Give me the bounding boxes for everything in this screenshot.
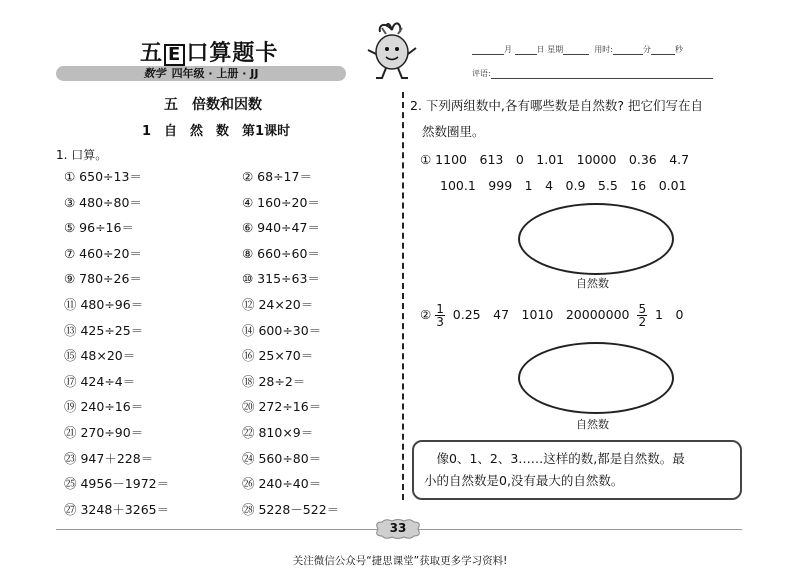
group-1-line1: ① 1100 613 0 1.01 10000 0.36 4.7 <box>420 152 690 167</box>
month-blank[interactable] <box>472 45 504 55</box>
group-2-numbers: 0.25 47 1010 20000000 <box>452 307 630 322</box>
tip-line-2: 小的自然数是0,没有最大的自然数。 <box>424 473 624 488</box>
natural-number-oval-2[interactable] <box>518 342 674 414</box>
seconds-blank[interactable] <box>651 45 675 55</box>
footer-text: 关注微信公众号“捷思课堂”获取更多学习资料! <box>292 555 508 567</box>
group-2-marker: ② <box>420 307 432 322</box>
calc-item: ㉔ 560÷80＝ <box>242 450 322 466</box>
calc-item: ⑤ 96÷16＝ <box>64 220 134 236</box>
calc-item: ㉖ 240÷40＝ <box>242 476 322 492</box>
calc-item: ① 650÷13＝ <box>64 169 142 184</box>
calc-item: ⑰ 424÷4＝ <box>64 373 136 389</box>
fraction-one-third: $\frac{1}{3}$ <box>436 302 444 329</box>
calc-item: ② 68÷17＝ <box>242 169 312 184</box>
calc-item: ⑯ 25×70＝ <box>242 348 314 364</box>
comment-blank[interactable] <box>491 69 713 79</box>
calc-item: ⑱ 28÷2＝ <box>242 373 306 389</box>
calc-column-b <box>242 164 339 522</box>
group-2-line <box>420 300 683 330</box>
calc-item: ⑭ 600÷30＝ <box>242 322 322 338</box>
calc-item: ㉘ 5228－522＝ <box>242 501 340 517</box>
comment-field: 评语: <box>472 68 713 79</box>
question-2-line2: 然数圈里。 <box>422 124 485 139</box>
calc-item: ⑲ 240÷16＝ <box>64 399 144 415</box>
calc-item: ⑦ 460÷20＝ <box>64 245 142 261</box>
oval-caption-1: 自然数 <box>576 277 609 290</box>
calc-item: ㉗ 3248＋3265＝ <box>64 501 170 517</box>
calc-item: ㉑ 270÷90＝ <box>64 424 144 440</box>
calc-item: ㉕ 4956－1972＝ <box>64 476 170 492</box>
question-2-line1: 2. 下列两组数中,各有哪些数是自然数? 把它们写在自 <box>410 98 703 113</box>
calc-item: ㉒ 810×9＝ <box>242 424 314 440</box>
calc-item: ⑩ 315÷63＝ <box>242 271 320 287</box>
calc-item: ③ 480÷80＝ <box>64 194 142 210</box>
group-1-line2: 100.1 999 1 4 0.9 5.5 16 0.01 <box>440 178 687 193</box>
natural-number-oval-1[interactable] <box>518 203 674 275</box>
calc-item: ⑮ 48×20＝ <box>64 348 136 364</box>
oval-caption-2: 自然数 <box>576 418 609 431</box>
calc-item: ⑨ 780÷26＝ <box>64 271 142 287</box>
date-fields: 月 日 星期 用时: 分 秒 <box>472 44 683 55</box>
calc-item: ④ 160÷20＝ <box>242 194 320 210</box>
tip-box <box>412 440 742 500</box>
fraction-five-halves: $\frac{5}{2}$ <box>638 302 647 329</box>
lesson-title: 1 自 然 数 第1课时 <box>142 124 291 139</box>
page-number: 33 <box>389 521 407 535</box>
weekday-blank[interactable] <box>563 45 589 55</box>
calc-item: ⑳ 272÷16＝ <box>242 399 322 415</box>
grade-label: 四年级 · 上册 · JJ <box>171 67 259 80</box>
brand-e-logo: E <box>164 44 185 66</box>
mascot-illustration <box>364 20 420 86</box>
subject-bar <box>56 66 346 81</box>
calc-column-a <box>64 164 169 522</box>
page-number-badge <box>372 518 424 540</box>
subject-label: 数学 <box>143 67 166 80</box>
brand-title: 五 E 口算题卡 <box>140 41 279 66</box>
group-2-tail: 1 0 <box>655 307 684 322</box>
calc-item: ⑧ 660÷60＝ <box>242 245 320 261</box>
tip-line-1: 像0、1、2、3……这样的数,都是自然数。最 <box>424 451 685 466</box>
unit-title: 五 倍数和因数 <box>164 97 262 113</box>
calc-item: ⑫ 24×20＝ <box>242 296 314 312</box>
column-divider <box>402 92 404 500</box>
calc-item: ⑪ 480÷96＝ <box>64 296 144 312</box>
calc-item: ⑬ 425÷25＝ <box>64 322 144 338</box>
minutes-blank[interactable] <box>613 45 643 55</box>
question-1: 1. 口算。 <box>56 148 108 162</box>
calc-item: ㉓ 947＋228＝ <box>64 450 154 466</box>
day-blank[interactable] <box>515 45 537 55</box>
calc-item: ⑥ 940÷47＝ <box>242 220 320 236</box>
